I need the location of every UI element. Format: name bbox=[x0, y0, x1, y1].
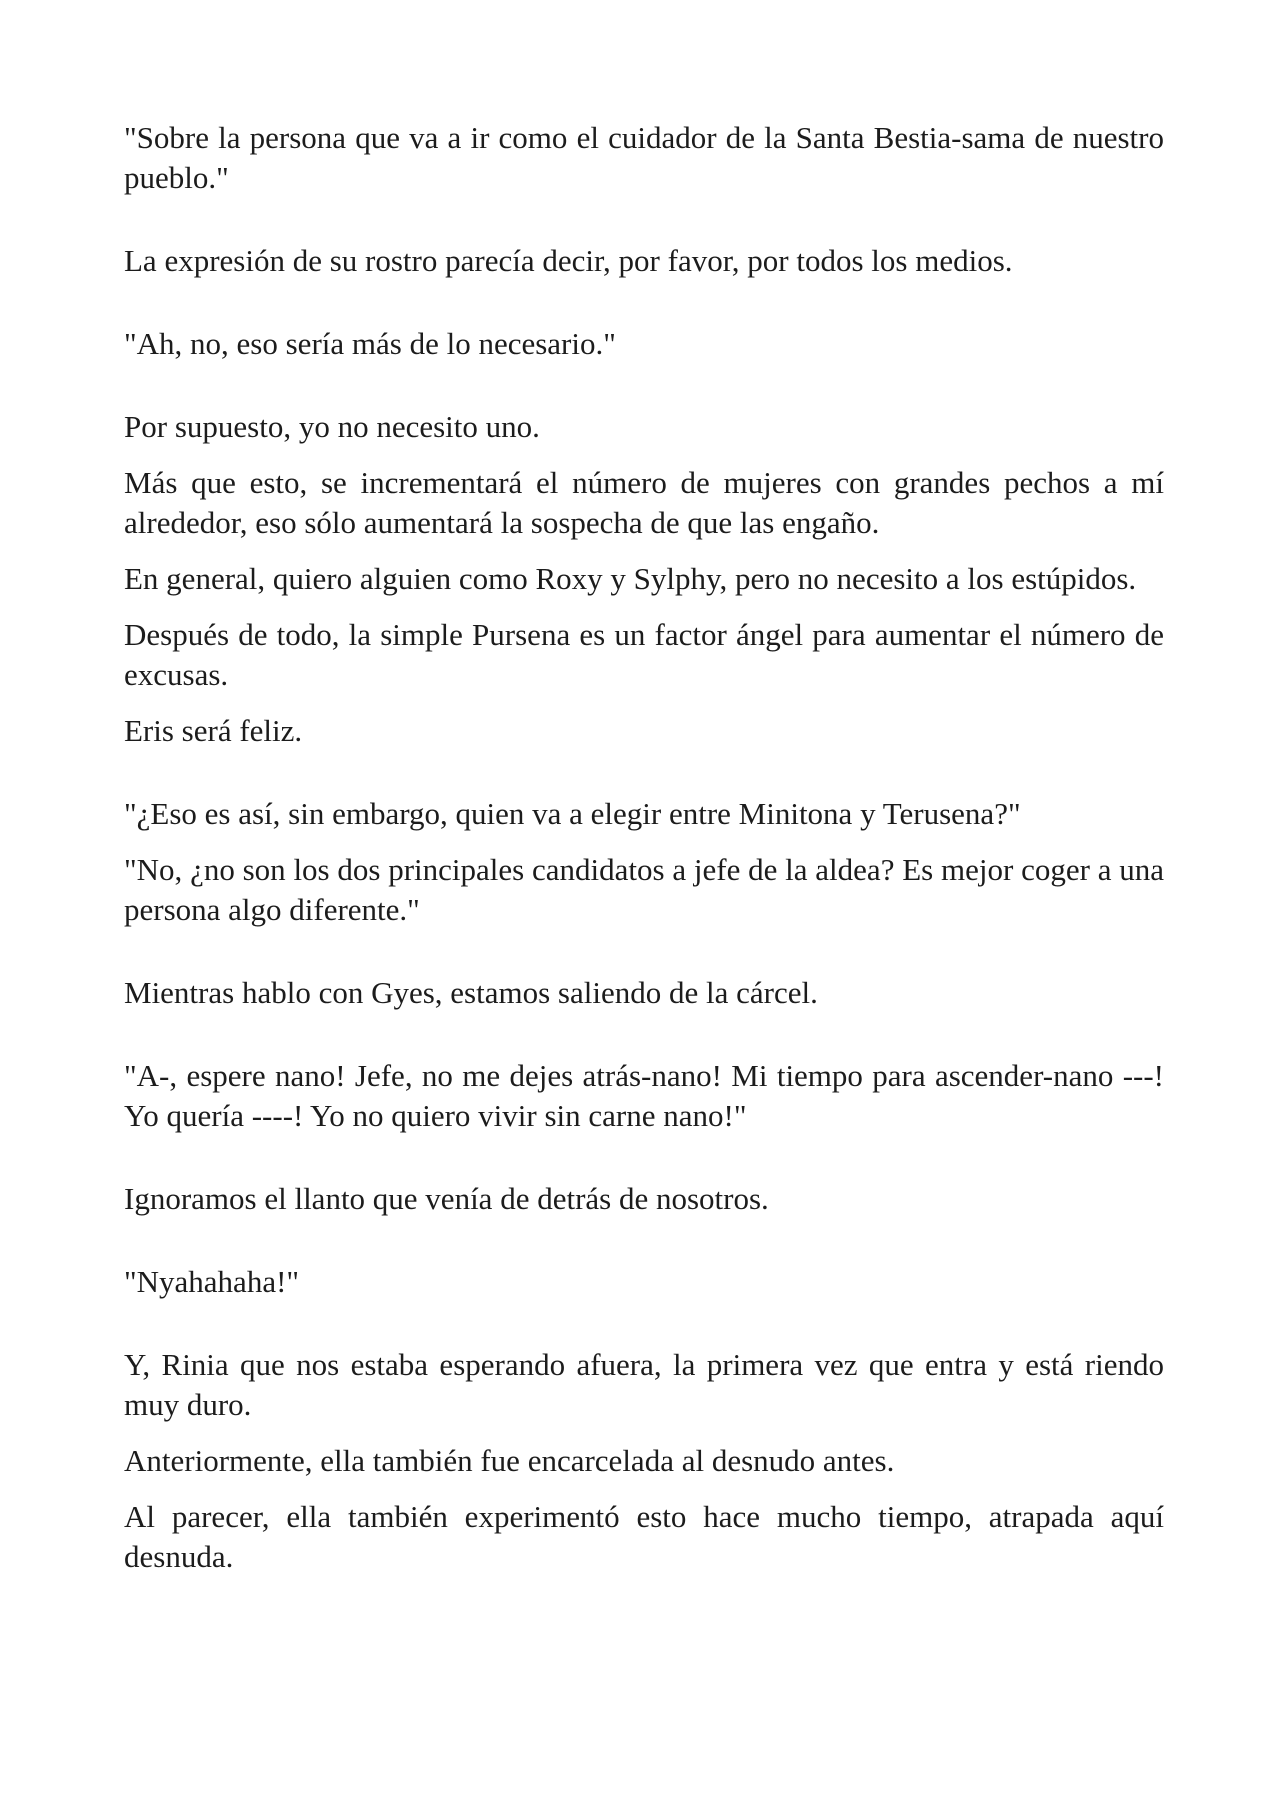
paragraph: Al parecer, ella también experimentó esto hace mucho tiempo, atrapada aquí desnuda. bbox=[124, 1499, 1164, 1574]
paragraph: Anteriormente, ella también fue encarcelada al desnudo antes. bbox=[124, 1443, 895, 1478]
paragraph: "¿Eso es así, sin embargo, quien va a elegir entre Minitona y Terusena?" bbox=[124, 796, 1021, 831]
paragraph: Mientras hablo con Gyes, estamos saliendo de la cárcel. bbox=[124, 975, 818, 1010]
paragraph: Después de todo, la simple Pursena es un factor ángel para aumentar el número de excusas. bbox=[124, 617, 1164, 692]
paragraph: Y, Rinia que nos estaba esperando afuera, la primera vez que entra y está riendo muy duro. bbox=[124, 1347, 1164, 1422]
document-page bbox=[124, 118, 1164, 1593]
paragraph: En general, quiero alguien como Roxy y Sylphy, pero no necesito a los estúpidos. bbox=[124, 561, 1137, 596]
paragraph: "No, ¿no son los dos principales candidatos a jefe de la aldea? Es mejor coger a una persona algo diferente." bbox=[124, 852, 1164, 927]
paragraph: "Ah, no, eso sería más de lo necesario." bbox=[124, 326, 616, 361]
paragraph: Por supuesto, yo no necesito uno. bbox=[124, 409, 540, 444]
paragraph: La expresión de su rostro parecía decir, por favor, por todos los medios. bbox=[124, 243, 1013, 278]
paragraph: "Nyahahaha!" bbox=[124, 1264, 300, 1299]
paragraph: Eris será feliz. bbox=[124, 713, 303, 748]
paragraph: "A-, espere nano! Jefe, no me dejes atrás-nano! Mi tiempo para ascender-nano ---! Yo quería ----! Yo no quiero vivir sin carne nano!" bbox=[124, 1058, 1164, 1133]
paragraph: Ignoramos el llanto que venía de detrás de nosotros. bbox=[124, 1181, 769, 1216]
paragraph: Más que esto, se incrementará el número de mujeres con grandes pechos a mí alrededor, eso sólo aumentará la sospecha de que las engaño. bbox=[124, 465, 1164, 540]
paragraph: "Sobre la persona que va a ir como el cuidador de la Santa Bestia-sama de nuestro pueblo." bbox=[124, 120, 1164, 195]
